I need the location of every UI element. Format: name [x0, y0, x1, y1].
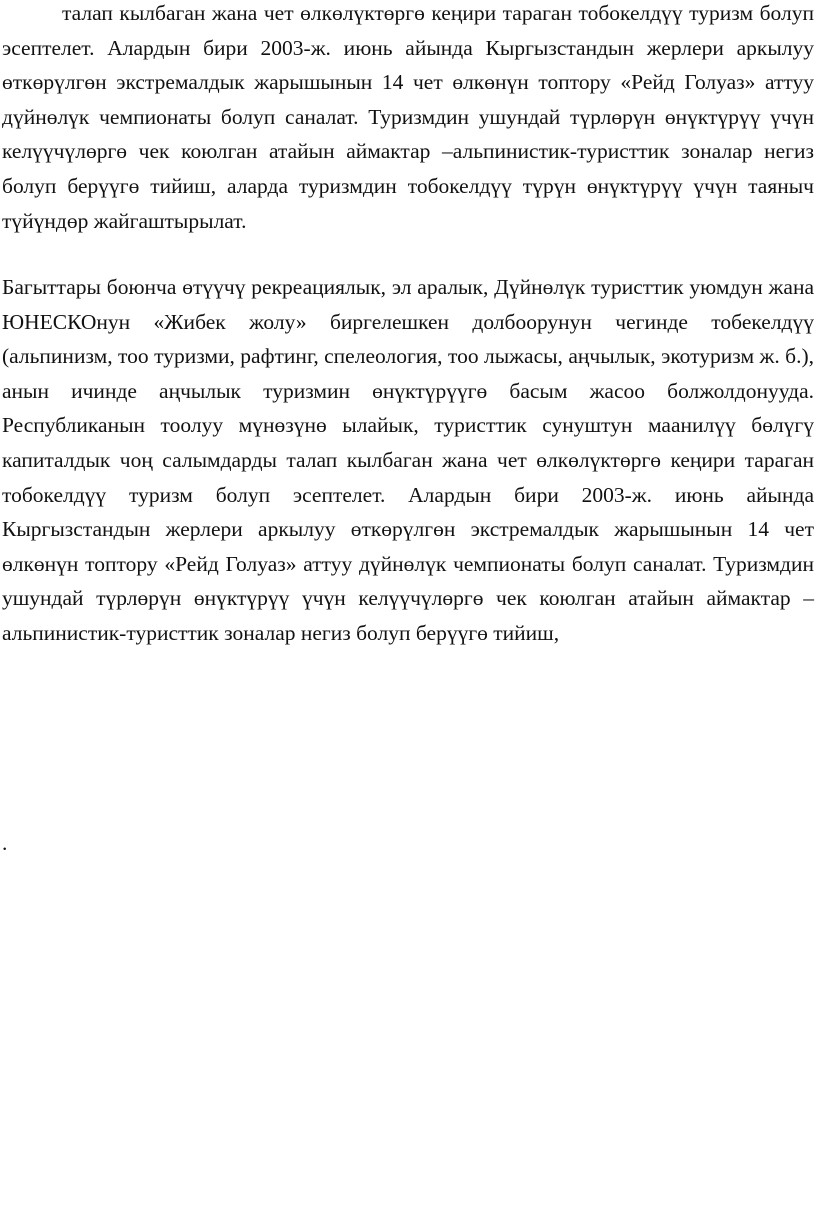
trailing-period: .: [2, 831, 8, 855]
paragraph-2: Багыттары боюнча өтүүчү рекреациялык, эл аралык, Дүйнөлүк туристтик уюмдун жана ЮНЕСКОнун «Жибек жолу» биргелешкен долбоорунун чегинде тобекелдүү (альпинизм, тоо туризми, рафтинг, спелеология, тоо лыжасы, аңчылык, экотуризм ж. б.), анын ичинде аңчылык туризмин өнүктүрүүгө басым жасоо болжолдонууда. Республиканын тоолуу мүнөзүнө ылайык, туристтик сунуштун маанилүү бөлүгү капиталдык чоң салымдарды талап кылбаган жана чет өлкөлүктөргө кеңири тараган тобокелдүү туризм болуп эсептелет. Алардын бири 2003-ж. июнь айында Кыргызстандын жерлери аркылуу өткөрүлгөн экстремалдык жарышынын 14 чет өлкөнүн топтору «Рейд Голуаз» аттуу дүйнөлүк чемпионаты болуп саналат. Туризмдин ушундай түрлөрүн өнүктүрүү үчүн келүүчүлөргө чек коюлган атайын аймактар –альпинистик-туристтик зоналар негиз болуп берүүгө тийиш,: [2, 275, 814, 645]
paragraph-1: талап кылбаган жана чет өлкөлүктөргө кеңири тараган тобокелдүү туризм болуп эсептелет. Алардын бири 2003-ж. июнь айында Кыргызстандын жерлери аркылуу өткөрүлгөн экстремалдык жарышынын 14 чет өлкөнүн топтору «Рейд Голуаз» аттуу дүйнөлүк чемпионаты болуп саналат. Туризмдин ушундай түрлөрүн өнүктүрүү үчүн келүүчүлөргө чек коюлган атайын аймактар –альпинистик-туристтик зоналар негиз болуп берүүгө тийиш, аларда туризмдин тобокелдүү түрүн өнүктүрүү үчүн таяныч түйүндөр жайгаштырылат.: [2, 1, 814, 233]
